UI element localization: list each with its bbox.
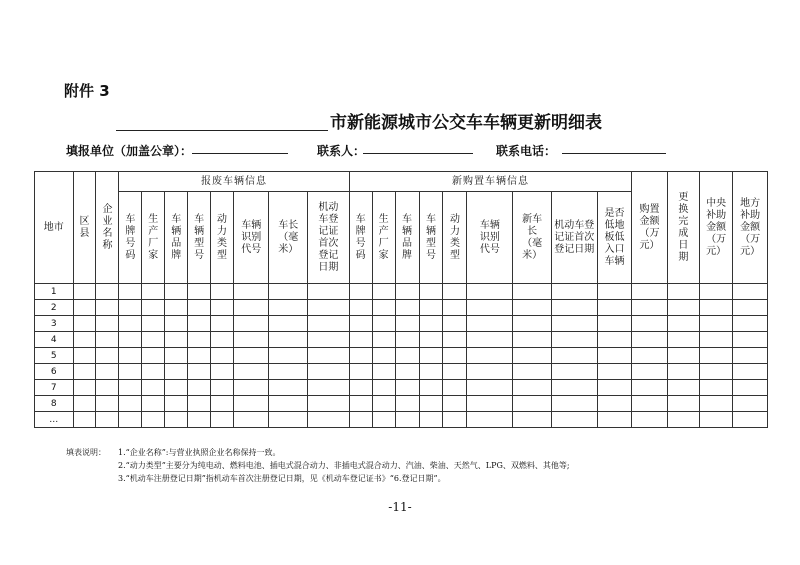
new-col: 车辆识别代号 <box>467 192 513 284</box>
detail-table <box>34 171 768 428</box>
scrapped-col: 车长（毫米） <box>269 192 308 284</box>
page-title: 市新能源城市公交车车辆更新明细表 <box>330 113 602 133</box>
new-col: 新车长（毫米） <box>513 192 552 284</box>
new-col: 车牌号码 <box>349 192 372 284</box>
attachment-label: 附件 3 <box>64 82 110 100</box>
contact-blank <box>363 153 473 154</box>
page-number: -11- <box>388 500 412 514</box>
new-col: 生产厂家 <box>372 192 395 284</box>
unit-blank <box>192 153 288 154</box>
title-blank-line <box>116 130 328 131</box>
col-city: 地市 <box>35 172 74 284</box>
new-col: 车辆品牌 <box>395 192 419 284</box>
title-row <box>116 108 676 134</box>
unit-label: 填报单位（加盖公章）： <box>66 144 193 158</box>
row-number: 4 <box>35 332 74 348</box>
col-local-subsidy: 地方补助金额（万元） <box>733 172 768 284</box>
scrapped-col: 车辆识别代号 <box>234 192 269 284</box>
note-line-3: 3.“机动车注册登记日期”指机动车首次注册登记日期，见《机动车登记证书》“6.登记日期”。 <box>118 474 446 483</box>
row-number: 2 <box>35 300 74 316</box>
new-col: 车辆型号 <box>419 192 443 284</box>
new-col: 动力类型 <box>443 192 467 284</box>
col-purchase-amount: 购置金额（万元） <box>632 172 667 284</box>
new-col: 机动车登记证首次登记日期 <box>551 192 597 284</box>
note-line-2: 2.“动力类型”主要分为纯电动、燃料电池、插电式混合动力、非插电式混合动力、汽油、柴油、天然气、LPG、双燃料、其他等; <box>118 461 570 470</box>
row-number: 7 <box>35 380 74 396</box>
scrapped-col: 车牌号码 <box>119 192 142 284</box>
row-number: 6 <box>35 364 74 380</box>
row-number: … <box>35 412 74 428</box>
fill-notes <box>66 446 570 485</box>
col-central-subsidy: 中央补助金额（万元） <box>699 172 732 284</box>
phone-blank <box>562 153 666 154</box>
scrapped-col: 车辆型号 <box>188 192 211 284</box>
scrapped-col: 车辆品牌 <box>165 192 188 284</box>
phone-label: 联系电话： <box>496 144 557 158</box>
note-line-1: 1.“企业名称”:与营业执照企业名称保持一致。 <box>118 448 281 457</box>
row-number: 1 <box>35 284 74 300</box>
new-col: 是否低地板低入口车辆 <box>597 192 632 284</box>
contact-label: 联系人： <box>317 144 366 158</box>
group-scrapped: 报废车辆信息 <box>119 172 349 192</box>
row-number: 5 <box>35 348 74 364</box>
scrapped-col: 生产厂家 <box>142 192 165 284</box>
group-new: 新购置车辆信息 <box>349 172 632 192</box>
scrapped-col: 动力类型 <box>211 192 234 284</box>
col-update-date: 更换完成日期 <box>667 172 699 284</box>
notes-label: 填表说明： <box>66 448 106 457</box>
col-county: 区县 <box>73 172 96 284</box>
col-company: 企业名称 <box>96 172 119 284</box>
row-number: 8 <box>35 396 74 412</box>
scrapped-col: 机动车登记证首次登记日期 <box>308 192 350 284</box>
row-number: 3 <box>35 316 74 332</box>
